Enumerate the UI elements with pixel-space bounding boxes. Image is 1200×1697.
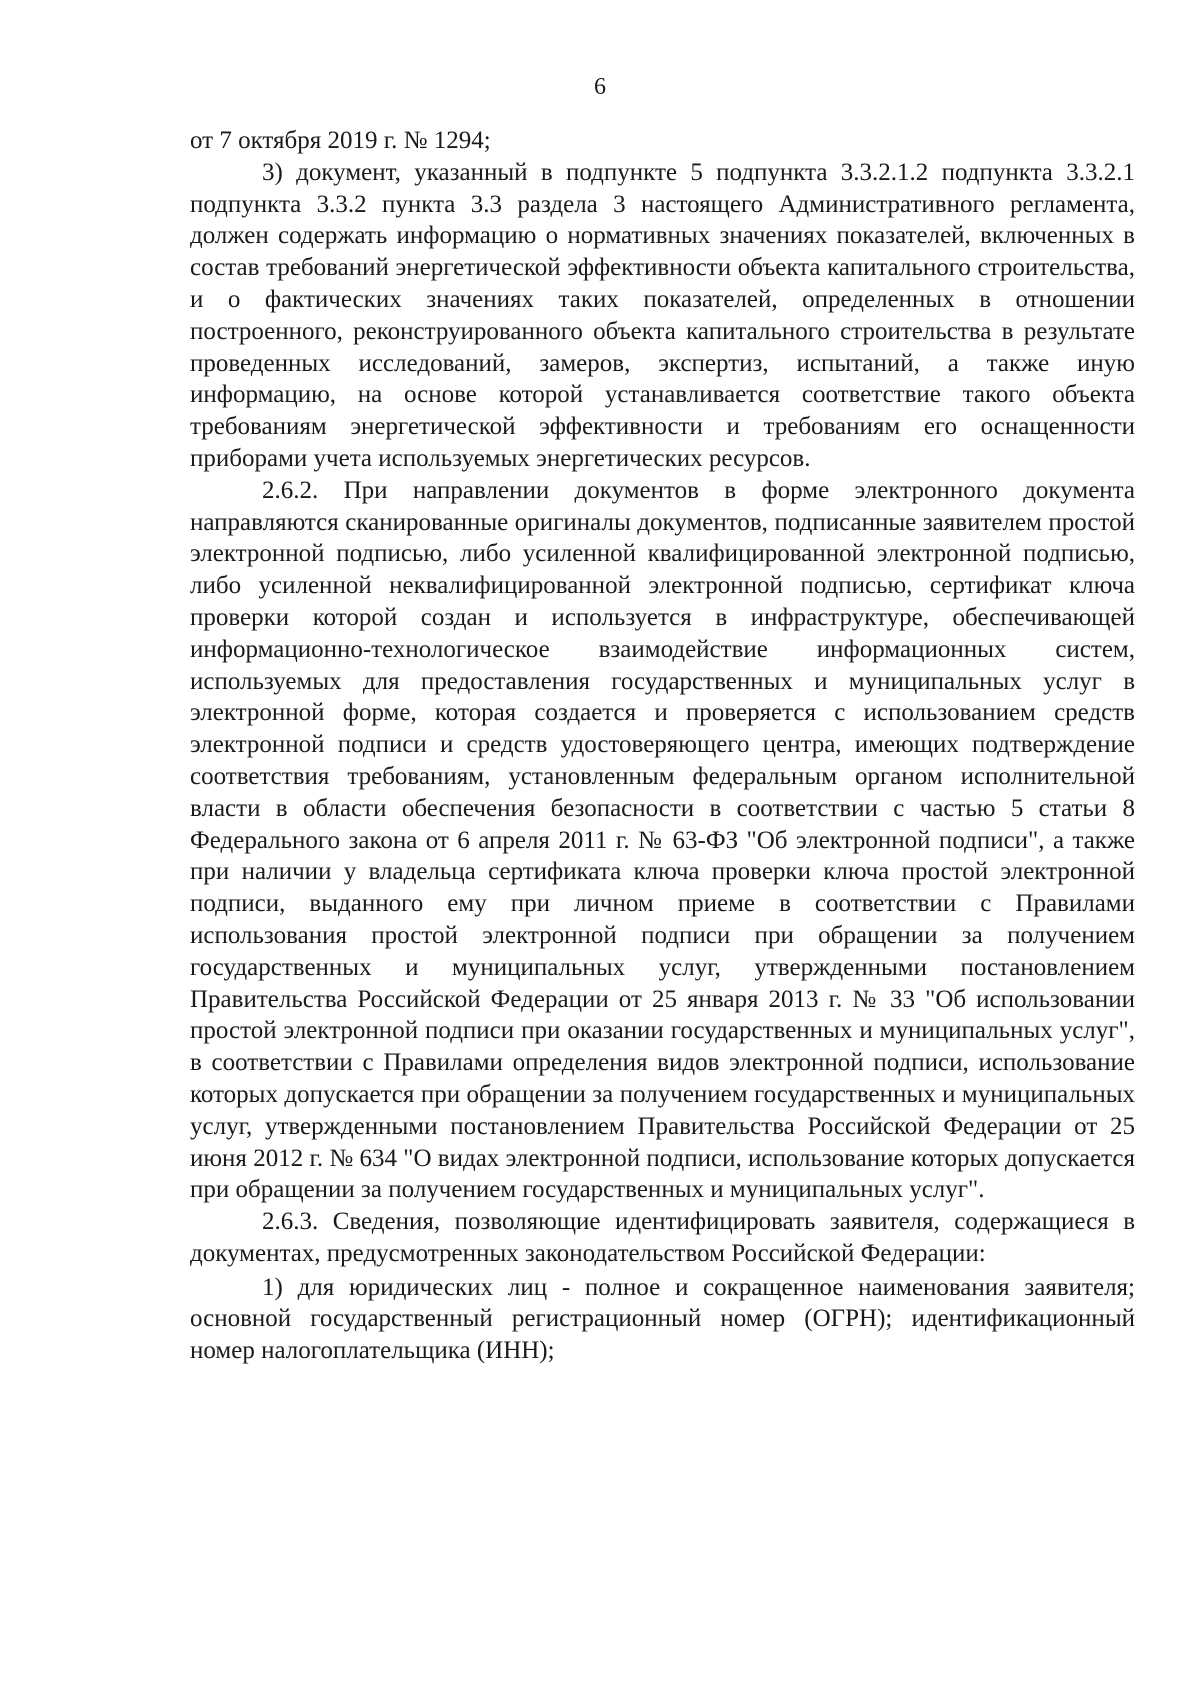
paragraph-continuation: от 7 октября 2019 г. № 1294;	[190, 127, 491, 154]
paragraph-2-6-3: 2.6.3. Сведения, позволяющие идентифицировать заявителя, содержащиеся в документах, предусмотренных законодательством Российской Федерации:	[190, 1208, 1135, 1267]
page-number: 6	[594, 74, 606, 100]
paragraph-2-6-2: 2.6.2. При направлении документов в форме электронного документа направляются сканированные оригиналы документов, подписанные заявителем простой электронной подписью, либо усиленной квалифицированной электронной подписью, либо усиленной неквалифицированной электронной подписью, сертификат ключа проверки которой создан и используется в инфраструктуре, обеспечивающей информационно-технологическое взаимодействие информационных систем, используемых для предоставления государственных и муниципальных услуг в электронной форме, которая создается и проверяется с использованием средств электронной подписи и средств удостоверяющего центра, имеющих подтверждение соответствия требованиям, установленным федеральным органом исполнительной власти в области обеспечения безопасности в соответствии с частью 5 статьи 8 Федерального закона от 6 апреля 2011 г. № 63-ФЗ "Об электронной подписи", а также при наличии у владельца сертификата ключа проверки ключа простой электронной подписи, выданного ему при личном приеме в соответствии с Правилами использования простой электронной подписи при обращении за получением государственных и муниципальных услуг, утвержденными постановлением Правительства Российской Федерации от 25 января 2013 г. № 33 "Об использовании простой электронной подписи при оказании государственных и муниципальных услуг", в соответствии с Правилами определения видов электронной подписи, использование которых допускается при обращении за получением государственных и муниципальных услуг, утвержденными постановлением Правительства Российской Федерации от 25 июня 2012 г. № 634 "О видах электронной подписи, использование которых допускается при обращении за получением государственных и муниципальных услуг".	[190, 476, 1135, 1204]
paragraph-item-1: 1) для юридических лиц - полное и сокращенное наименования заявителя; основной государственный регистрационный номер (ОГРН); идентификационный номер налогоплательщика (ИНН);	[190, 1273, 1135, 1365]
paragraph-item-3: 3) документ, указанный в подпункте 5 подпункта 3.3.2.1.2 подпункта 3.3.2.1 подпункта 3.3.2 пункта 3.3 раздела 3 настоящего Административного регламента, должен содержать информацию о нормативных значениях показателей, включенных в состав требований энергетической эффективности объекта капитального строительства, и о фактических значениях таких показателей, определенных в отношении построенного, реконструированного объекта капитального строительства в результате проведенных исследований, замеров, экспертиз, испытаний, а также иную информацию, на основе которой устанавливается соответствие такого объекта требованиям энергетической эффективности и требованиям его оснащенности приборами учета используемых энергетических ресурсов.	[190, 158, 1135, 472]
document-body	[190, 125, 1135, 1367]
